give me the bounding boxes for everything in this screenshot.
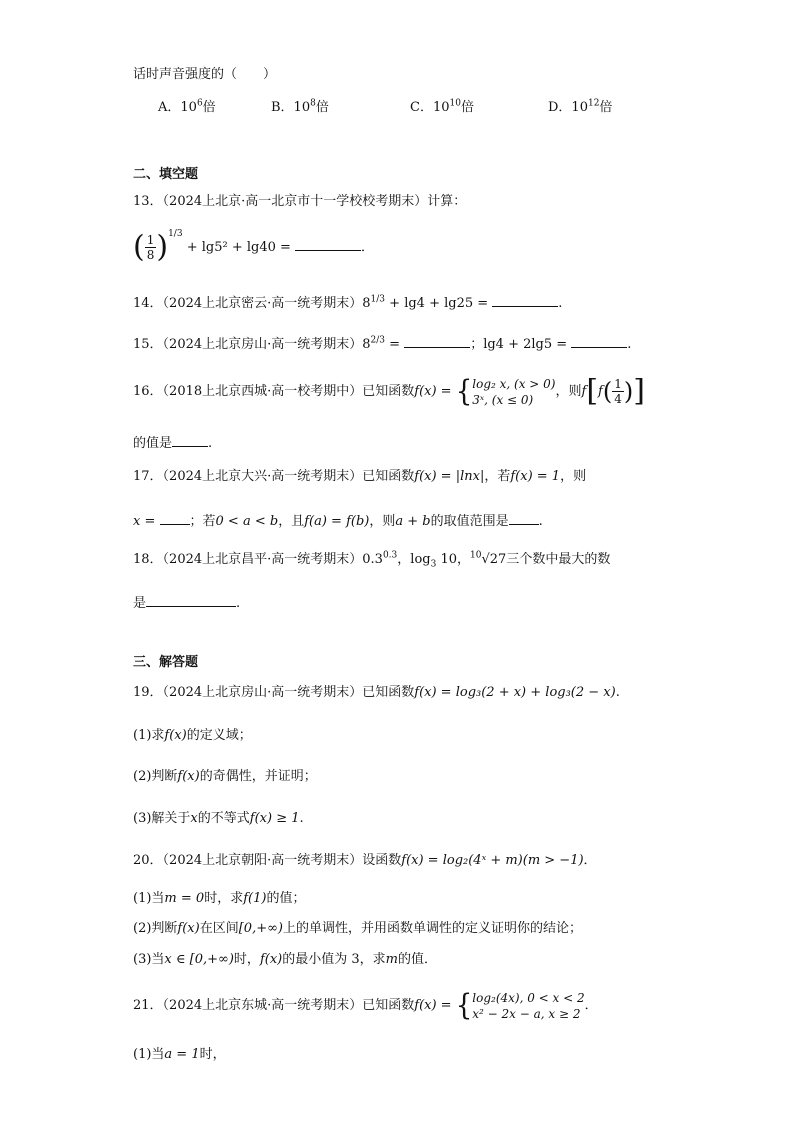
q14-line: 14．（2024上北京密云·高一统考期末）$8^{1/3} + \lg 4 + \lg 25$ = . bbox=[133, 292, 562, 313]
q14-answer-blank[interactable] bbox=[492, 292, 558, 307]
q18-answer-blank[interactable] bbox=[146, 592, 236, 607]
q20-part-2: (2)判断f(x)在区间[0,+∞)上的单调性，并用函数单调性的定义证明你的结论； bbox=[133, 921, 583, 936]
q21-part-1: (1)当a = 1时， bbox=[133, 1047, 226, 1062]
q19-stem: 19．（2024上北京房山·高一统考期末）已知函数f(x) = log₃(2 + x) + log₃(2 − x). bbox=[133, 685, 620, 700]
q20-part-1: (1)当m = 0时，求f(1)的值； bbox=[133, 891, 306, 906]
q20-stem: 20．（2024上北京朝阳·高一统考期末）设函数f(x) = log₂(4ˣ + m)(m > −1)． bbox=[133, 853, 597, 868]
q21-stem: 21．（2024上北京东城·高一统考期末）已知函数f(x) = { log₂(4x), 0 < x < 2 x² − 2x − a, x ≥ 2 ． bbox=[133, 989, 598, 1022]
section-solution-title: 三、解答题 bbox=[133, 655, 199, 670]
q17-line-2: x = ；若0 < a < b，且f(a) = f(b)，则a + b的取值范围是 . bbox=[133, 510, 543, 531]
q17-answer-blank-2[interactable] bbox=[509, 510, 539, 525]
q17-answer-blank-1[interactable] bbox=[160, 510, 190, 525]
q13-expression: ( $\frac{1}{8}$ )$^{1/3}$ + lg5² + lg40 = ． bbox=[133, 228, 375, 265]
q16-line-2: 的值是 . bbox=[133, 432, 212, 453]
q19-part-2: (2)判断f(x)的奇偶性，并证明； bbox=[133, 769, 317, 784]
q15-answer-blank-2[interactable] bbox=[571, 333, 627, 348]
q19-part-3: (3)解关于x的不等式f(x) ≥ 1. bbox=[133, 811, 304, 826]
q12-option-a[interactable]: A．$10^6$倍 bbox=[158, 98, 216, 115]
q15-line: 15．（2024上北京房山·高一统考期末）$8^{2/3}$ = ；lg4 + 2lg5 = . bbox=[133, 333, 631, 354]
q12-option-c[interactable]: C．$10^{10}$倍 bbox=[410, 98, 474, 115]
q15-answer-blank-1[interactable] bbox=[404, 333, 470, 348]
q19-part-1: (1)求f(x)的定义域； bbox=[133, 728, 252, 743]
section-fill-in-title: 二、填空题 bbox=[133, 167, 199, 182]
q20-part-3: (3)当x ∈ [0,+∞)时，f(x)的最小值为 3，求m的值． bbox=[133, 952, 437, 967]
q13-answer-blank[interactable] bbox=[295, 236, 361, 251]
q16-answer-blank[interactable] bbox=[172, 432, 208, 447]
q17-line: 17．（2024上北京大兴·高一统考期末）已知函数f(x) = |lnx|，若f(x) = 1，则 bbox=[133, 469, 587, 484]
q12-tail: 话时声音强度的（ ） bbox=[133, 67, 277, 82]
q12-option-b[interactable]: B．$10^8$倍 bbox=[271, 98, 329, 115]
q18-line-2: 是 . bbox=[133, 592, 240, 613]
q16-line: 16．（2018上北京西城·高一校考期中）已知函数f(x) = { log₂ x, (x > 0) 3ˣ, (x ≤ 0) ，则f[f( $\frac{1}{4}$ )] bbox=[133, 373, 645, 409]
q12-option-d[interactable]: D．$10^{12}$倍 bbox=[548, 98, 613, 115]
q13-stem: 13．（2024上北京·高一北京市十一学校校考期末）计算： bbox=[133, 194, 467, 209]
q18-line: 18．（2024上北京昌平·高一统考期末）$0.3^{0.3}$，$\log_3 10$，$^{10}$√27三个数中最大的数 bbox=[133, 550, 611, 570]
